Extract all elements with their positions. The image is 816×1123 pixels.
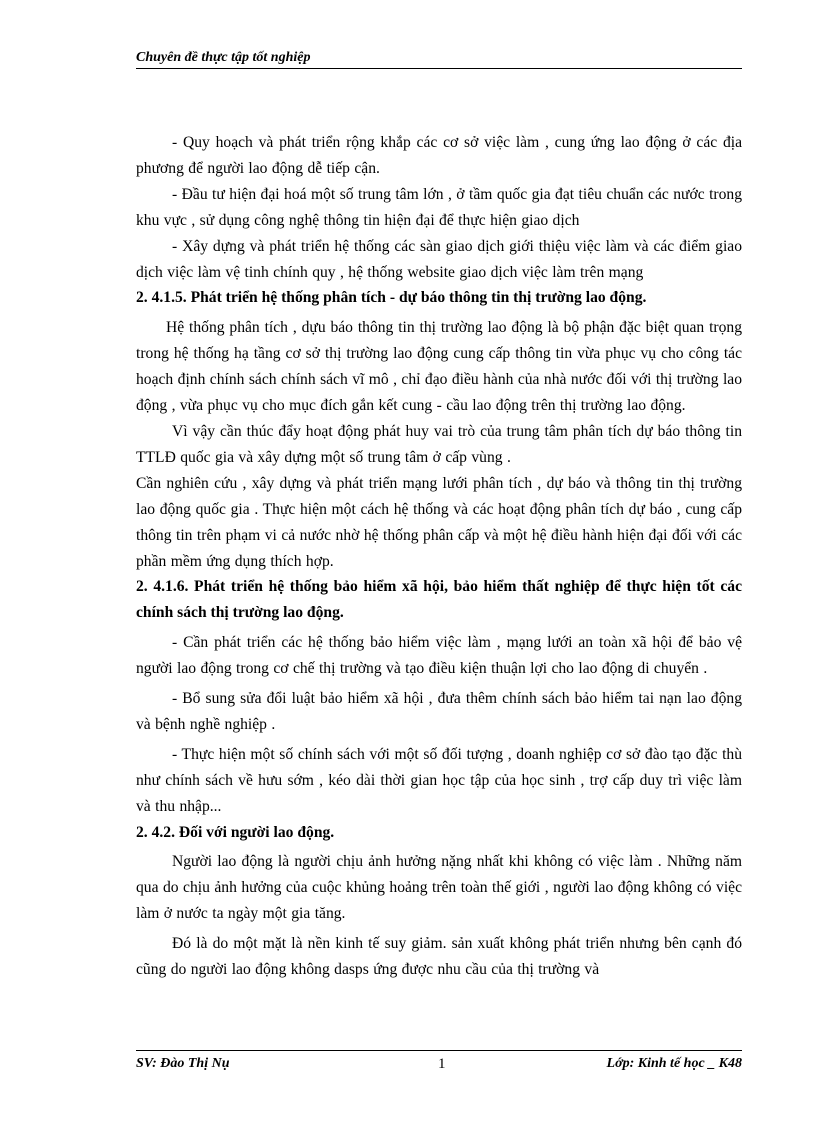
paragraph: - Thực hiện một số chính sách với một số đối tượng , doanh nghiệp cơ sở đào tạo đặc thù như chính sách về hưu sớm , kéo dài thời gian học tập của học sinh , trợ cấp duy trì việc làm và thu nhập... xyxy=(136,745,742,815)
section-heading: 2. 4.1.5. Phát triển hệ thống phân tích - dự báo thông tin thị trường lao động. xyxy=(136,289,647,307)
page-number: 1 xyxy=(438,1056,446,1072)
footer-class: Lớp: Kinh tế học _ K48 xyxy=(606,1056,742,1071)
paragraph: Cần nghiên cứu , xây dựng và phát triển mạng lưới phân tích , dự báo và thông tin thị trường lao động quốc gia . Thực hiện một cách hệ thống và các hoạt động phân tích dự báo , cung cấp thông tin trên phạm vi cả nước nhờ hệ thống phân cấp và một hệ điều hành hiện đại đối với các phần mềm ứng dụng thích hợp. xyxy=(136,474,742,570)
document-body xyxy=(136,130,742,983)
paragraph: - Bổ sung sửa đổi luật bảo hiểm xã hội , đưa thêm chính sách bảo hiểm tai nạn lao động và bệnh nghề nghiệp . xyxy=(136,690,742,733)
paragraph: Đó là do một mặt là nền kinh tế suy giảm. sản xuất không phát triển nhưng bên cạnh đó cũng do người lao động không dasps ứng được nhu cầu của thị trường và xyxy=(136,935,742,979)
footer-student: SV: Đào Thị Nụ xyxy=(136,1056,230,1071)
paragraph: - Xây dựng và phát triển hệ thống các sàn giao dịch giới thiệu việc làm và các điểm giao dịch việc làm vệ tinh chính quy , hệ thống website giao dịch việc làm trên mạng xyxy=(136,237,742,281)
header-title: Chuyên đề thực tập tốt nghiệp xyxy=(136,50,311,65)
section-heading: 2. 4.2. Đối với người lao động. xyxy=(136,823,335,841)
section-heading: 2. 4.1.6. Phát triển hệ thống bảo hiểm xã hội, bảo hiểm thất nghiệp để thực hiện tốt các chính sách thị trường lao động. xyxy=(136,578,742,622)
footer-divider xyxy=(136,1050,742,1051)
paragraph: Hệ thống phân tích , dựu báo thông tin thị trường lao động là bộ phận đặc biệt quan trọng trong hệ thống hạ tầng cơ sở thị trường lao động cung cấp thông tin vừa phục vụ cho công tác hoạch định chính sách chính sách vĩ mô , chỉ đạo điều hành của nhà nước đối với thị trường lao động , vừa phục vụ cho mục đích gắn kết cung - cầu lao động trên thị trường lao động. xyxy=(136,319,742,415)
paragraph: - Đầu tư hiện đại hoá một số trung tâm lớn , ở tầm quốc gia đạt tiêu chuẩn các nước trong khu vực , sử dụng công nghệ thông tin hiện đại để thực hiện giao dịch xyxy=(136,185,742,229)
paragraph: Vì vậy cần thúc đẩy hoạt động phát huy vai trò của trung tâm phân tích dự báo thông tin TTLĐ quốc gia và xây dựng một số trung tâm ở cấp vùng . xyxy=(136,422,742,466)
paragraph: Người lao động là người chịu ảnh hưởng nặng nhất khi không có việc làm . Những năm qua do chịu ảnh hưởng của cuộc khủng hoảng trên toàn thế giới , người lao động không có việc làm ở nước ta ngày một gia tăng. xyxy=(136,853,742,923)
page-footer xyxy=(136,1056,742,1078)
paragraph: - Quy hoạch và phát triển rộng khắp các cơ sở việc làm , cung ứng lao động ở các địa phương để người lao động dễ tiếp cận. xyxy=(136,134,742,177)
paragraph: - Cần phát triển các hệ thống bảo hiểm việc làm , mạng lưới an toàn xã hội để bảo vệ người lao động trong cơ chế thị trường và tạo điều kiện thuận lợi cho lao động di chuyển . xyxy=(136,634,742,678)
page-header xyxy=(136,50,742,69)
